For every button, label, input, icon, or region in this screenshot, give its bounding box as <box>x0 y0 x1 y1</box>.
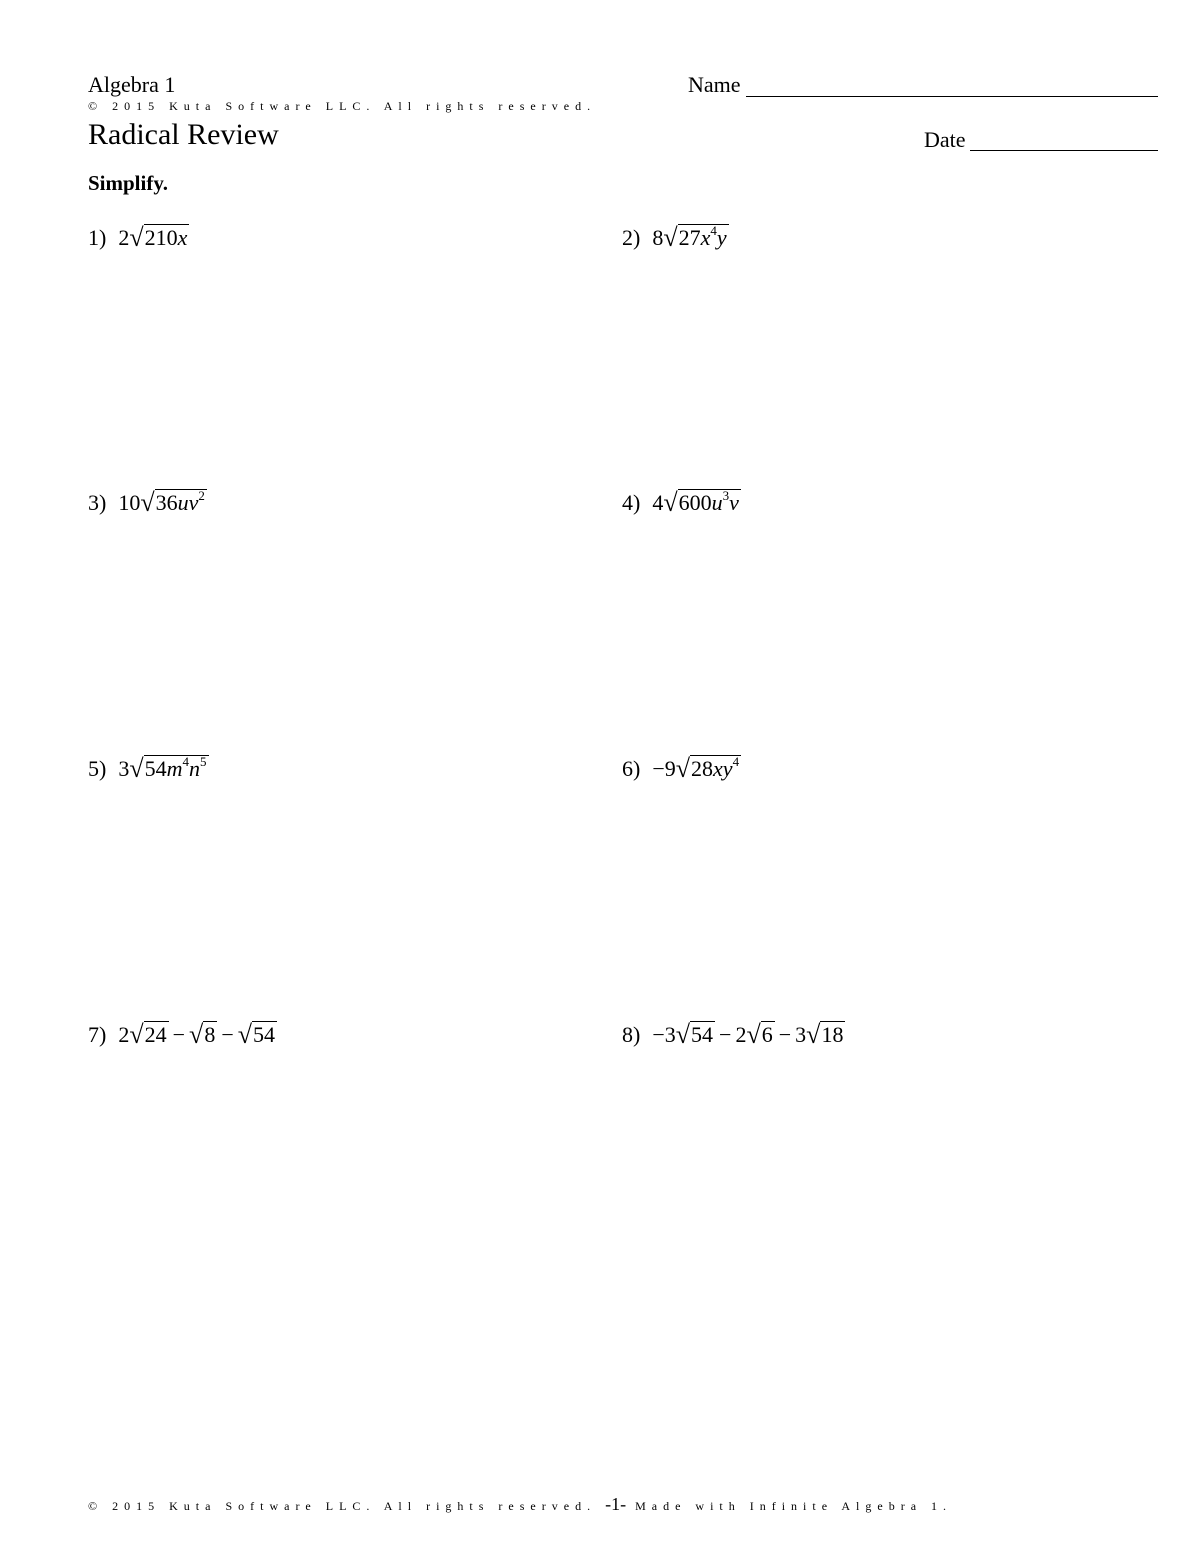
radical-sign-icon: √ <box>140 488 155 517</box>
radicand: $36uv^2$ <box>155 488 205 515</box>
coefficient: 3 <box>795 1022 807 1047</box>
coefficient: 8 <box>652 225 664 250</box>
coefficient: 4 <box>652 490 664 515</box>
problem-1 <box>88 222 189 253</box>
radicand: 8 <box>204 1022 216 1047</box>
radicand: $27x^4y$ <box>678 223 727 250</box>
problem-number: 6) <box>622 756 641 781</box>
date-field-line[interactable] <box>970 150 1158 151</box>
coefficient: 2 <box>118 1022 130 1047</box>
worksheet-title: Radical Review <box>88 118 279 151</box>
radical-sign-icon: √ <box>806 1020 821 1049</box>
radical <box>663 487 741 517</box>
radicand: 24 <box>144 1022 167 1047</box>
radical-sign-icon: √ <box>663 488 678 517</box>
instructions: Simplify. <box>88 171 168 195</box>
problem-3 <box>88 487 207 518</box>
page-number: -1- <box>605 1494 627 1514</box>
radical-sign-icon: √ <box>129 1020 144 1049</box>
radical <box>238 1019 277 1049</box>
coefficient: 10 <box>118 490 141 515</box>
coefficient: 3 <box>118 756 130 781</box>
radical <box>129 222 189 252</box>
operator: − <box>221 1022 234 1047</box>
radicand: 54 <box>691 1022 714 1047</box>
coefficient: 2 <box>118 225 130 250</box>
coefficient: 2 <box>735 1022 747 1047</box>
problem-5 <box>88 753 209 784</box>
radicand: 18 <box>821 1022 844 1047</box>
problem-number: 4) <box>622 490 641 515</box>
coefficient: −9 <box>652 756 676 781</box>
footer <box>88 1494 952 1515</box>
problem-expression <box>118 753 208 784</box>
operator: − <box>719 1022 732 1047</box>
problem-expression <box>652 1019 845 1050</box>
problem-expression <box>652 222 728 253</box>
radical-sign-icon: √ <box>129 754 144 783</box>
problem-8 <box>622 1019 845 1050</box>
radicand: 210x <box>144 225 188 250</box>
footer-made-with: Made with Infinite Algebra 1. <box>635 1499 953 1513</box>
date-label: Date <box>924 127 966 152</box>
name-field-line[interactable] <box>746 96 1158 97</box>
course-name: Algebra 1 <box>88 72 176 97</box>
radical <box>676 1019 715 1049</box>
problem-number: 8) <box>622 1022 641 1047</box>
radical <box>140 487 207 517</box>
radical <box>663 222 728 252</box>
problem-expression <box>652 753 741 784</box>
name-label: Name <box>688 72 741 97</box>
problem-expression <box>118 487 207 518</box>
radical-sign-icon: √ <box>675 1020 691 1049</box>
problem-number: 2) <box>622 225 641 250</box>
footer-copyright: © 2015 Kuta Software LLC. All rights reserved. <box>88 1499 597 1513</box>
coefficient: −3 <box>652 1022 676 1047</box>
radical <box>746 1019 774 1049</box>
problem-number: 1) <box>88 225 107 250</box>
radicand: 54 <box>253 1022 276 1047</box>
problem-7 <box>88 1019 277 1050</box>
problem-expression <box>118 222 189 253</box>
radical-sign-icon: √ <box>237 1020 253 1049</box>
radical-sign-icon: √ <box>663 223 678 252</box>
radical <box>676 753 741 783</box>
problem-2 <box>622 222 729 253</box>
problem-6 <box>622 753 741 784</box>
operator: − <box>778 1022 792 1047</box>
radical <box>129 1019 168 1049</box>
radicand: 6 <box>761 1022 773 1047</box>
operator: − <box>172 1022 186 1047</box>
radical-sign-icon: √ <box>189 1020 204 1049</box>
radical <box>189 1019 217 1049</box>
problem-expression <box>652 487 741 518</box>
problem-4 <box>622 487 741 518</box>
radical-sign-icon: √ <box>746 1020 761 1049</box>
radical-sign-icon: √ <box>129 223 144 252</box>
problem-expression <box>118 1019 277 1050</box>
copyright-notice: © 2015 Kuta Software LLC. All rights reserved. <box>88 99 597 113</box>
radical <box>129 753 208 783</box>
problem-number: 5) <box>88 756 107 781</box>
problem-number: 3) <box>88 490 107 515</box>
radicand: $28xy^4$ <box>691 754 740 781</box>
problem-number: 7) <box>88 1022 107 1047</box>
radicand: $54m^4n^5$ <box>144 754 207 781</box>
radicand: $600u^3v$ <box>678 488 739 515</box>
radical-sign-icon: √ <box>675 754 691 783</box>
radical <box>806 1019 845 1049</box>
